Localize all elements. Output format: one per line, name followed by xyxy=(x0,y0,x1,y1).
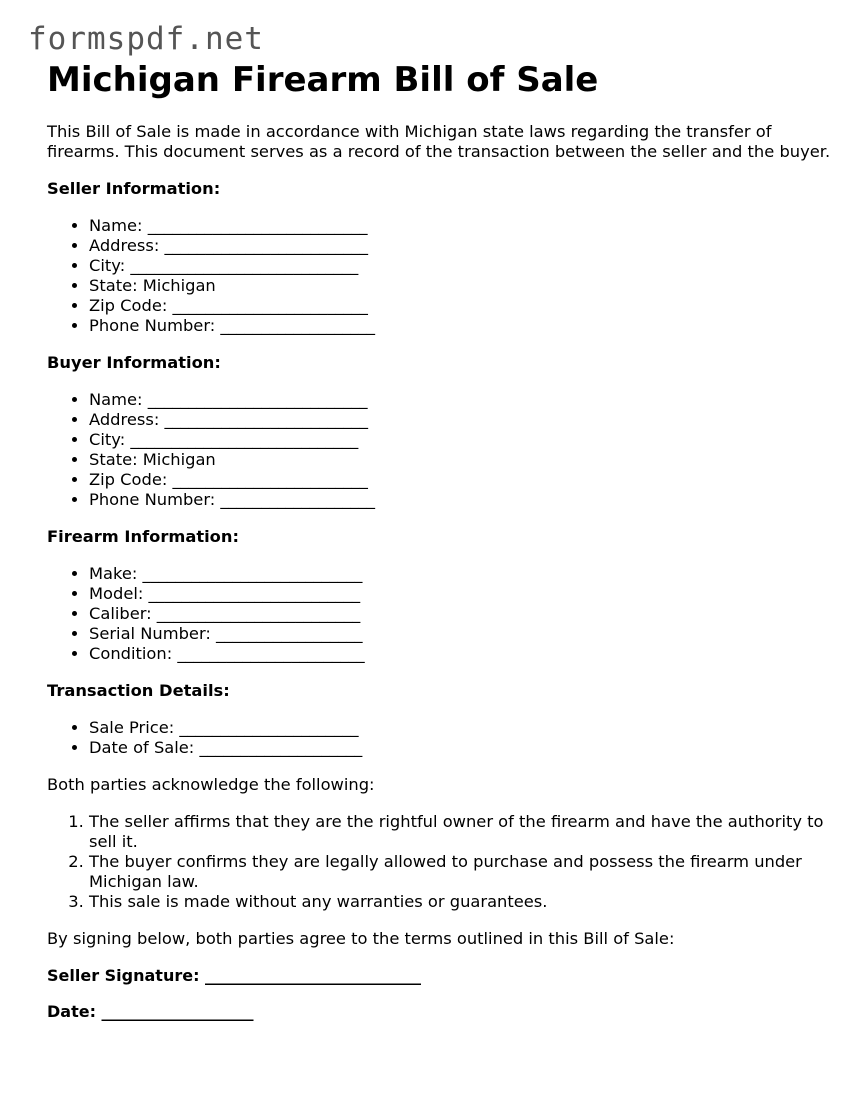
transaction-heading: Transaction Details: xyxy=(47,681,230,700)
seller-heading: Seller Information: xyxy=(47,179,221,198)
seller-zip-field: • Zip Code: ________________________ xyxy=(89,296,837,316)
seller-list xyxy=(47,216,837,336)
buyer-address-field: • Address: _________________________ xyxy=(89,410,837,430)
page-title: Michigan Firearm Bill of Sale xyxy=(47,60,599,100)
sale-price-field: • Sale Price: ______________________ xyxy=(89,718,837,738)
firearm-model-field: • Model: __________________________ xyxy=(89,584,837,604)
sale-date-field: • Date of Sale: ____________________ xyxy=(89,738,837,758)
buyer-zip-field: • Zip Code: ________________________ xyxy=(89,470,837,490)
acknowledgement-item: 1. The seller affirms that they are the rightful owner of the firearm and have the authority to sell it. xyxy=(89,812,837,852)
firearm-make-field: • Make: ___________________________ xyxy=(89,564,837,584)
firearm-caliber-field: • Caliber: _________________________ xyxy=(89,604,837,624)
seller-city-field: • City: ____________________________ xyxy=(89,256,837,276)
agreement-paragraph: By signing below, both parties agree to the terms outlined in this Bill of Sale: xyxy=(47,929,675,948)
buyer-name-field: • Name: ___________________________ xyxy=(89,390,837,410)
buyer-phone-field: • Phone Number: ___________________ xyxy=(89,490,837,510)
transaction-list xyxy=(47,718,837,758)
seller-address-field: • Address: _________________________ xyxy=(89,236,837,256)
seller-phone-field: • Phone Number: ___________________ xyxy=(89,316,837,336)
buyer-list xyxy=(47,390,837,510)
seller-signature-line: Seller Signature: ___________________________ xyxy=(47,966,422,985)
firearm-list xyxy=(47,564,837,664)
seller-state-field: • State: Michigan xyxy=(89,276,837,296)
acknowledgement-list xyxy=(47,812,837,912)
firearm-heading: Firearm Information: xyxy=(47,527,239,546)
document-body xyxy=(47,58,837,1021)
firearm-condition-field: • Condition: _______________________ xyxy=(89,644,837,664)
buyer-state-field: • State: Michigan xyxy=(89,450,837,470)
intro-paragraph: This Bill of Sale is made in accordance with Michigan state laws regarding the transfer of firearms. This document serves as a record of the transaction between the seller and the buyer. xyxy=(47,122,831,161)
acknowledgement-item: 2. The buyer confirms they are legally allowed to purchase and possess the firearm under Michigan law. xyxy=(89,852,837,892)
site-watermark: formspdf.net xyxy=(28,21,264,57)
acknowledgement-item: 3. This sale is made without any warranties or guarantees. xyxy=(89,892,837,912)
firearm-serial-field: • Serial Number: __________________ xyxy=(89,624,837,644)
acknowledge-intro: Both parties acknowledge the following: xyxy=(47,775,375,794)
seller-name-field: • Name: ___________________________ xyxy=(89,216,837,236)
buyer-city-field: • City: ____________________________ xyxy=(89,430,837,450)
date-line: Date: ___________________ xyxy=(47,1002,254,1021)
buyer-heading: Buyer Information: xyxy=(47,353,221,372)
